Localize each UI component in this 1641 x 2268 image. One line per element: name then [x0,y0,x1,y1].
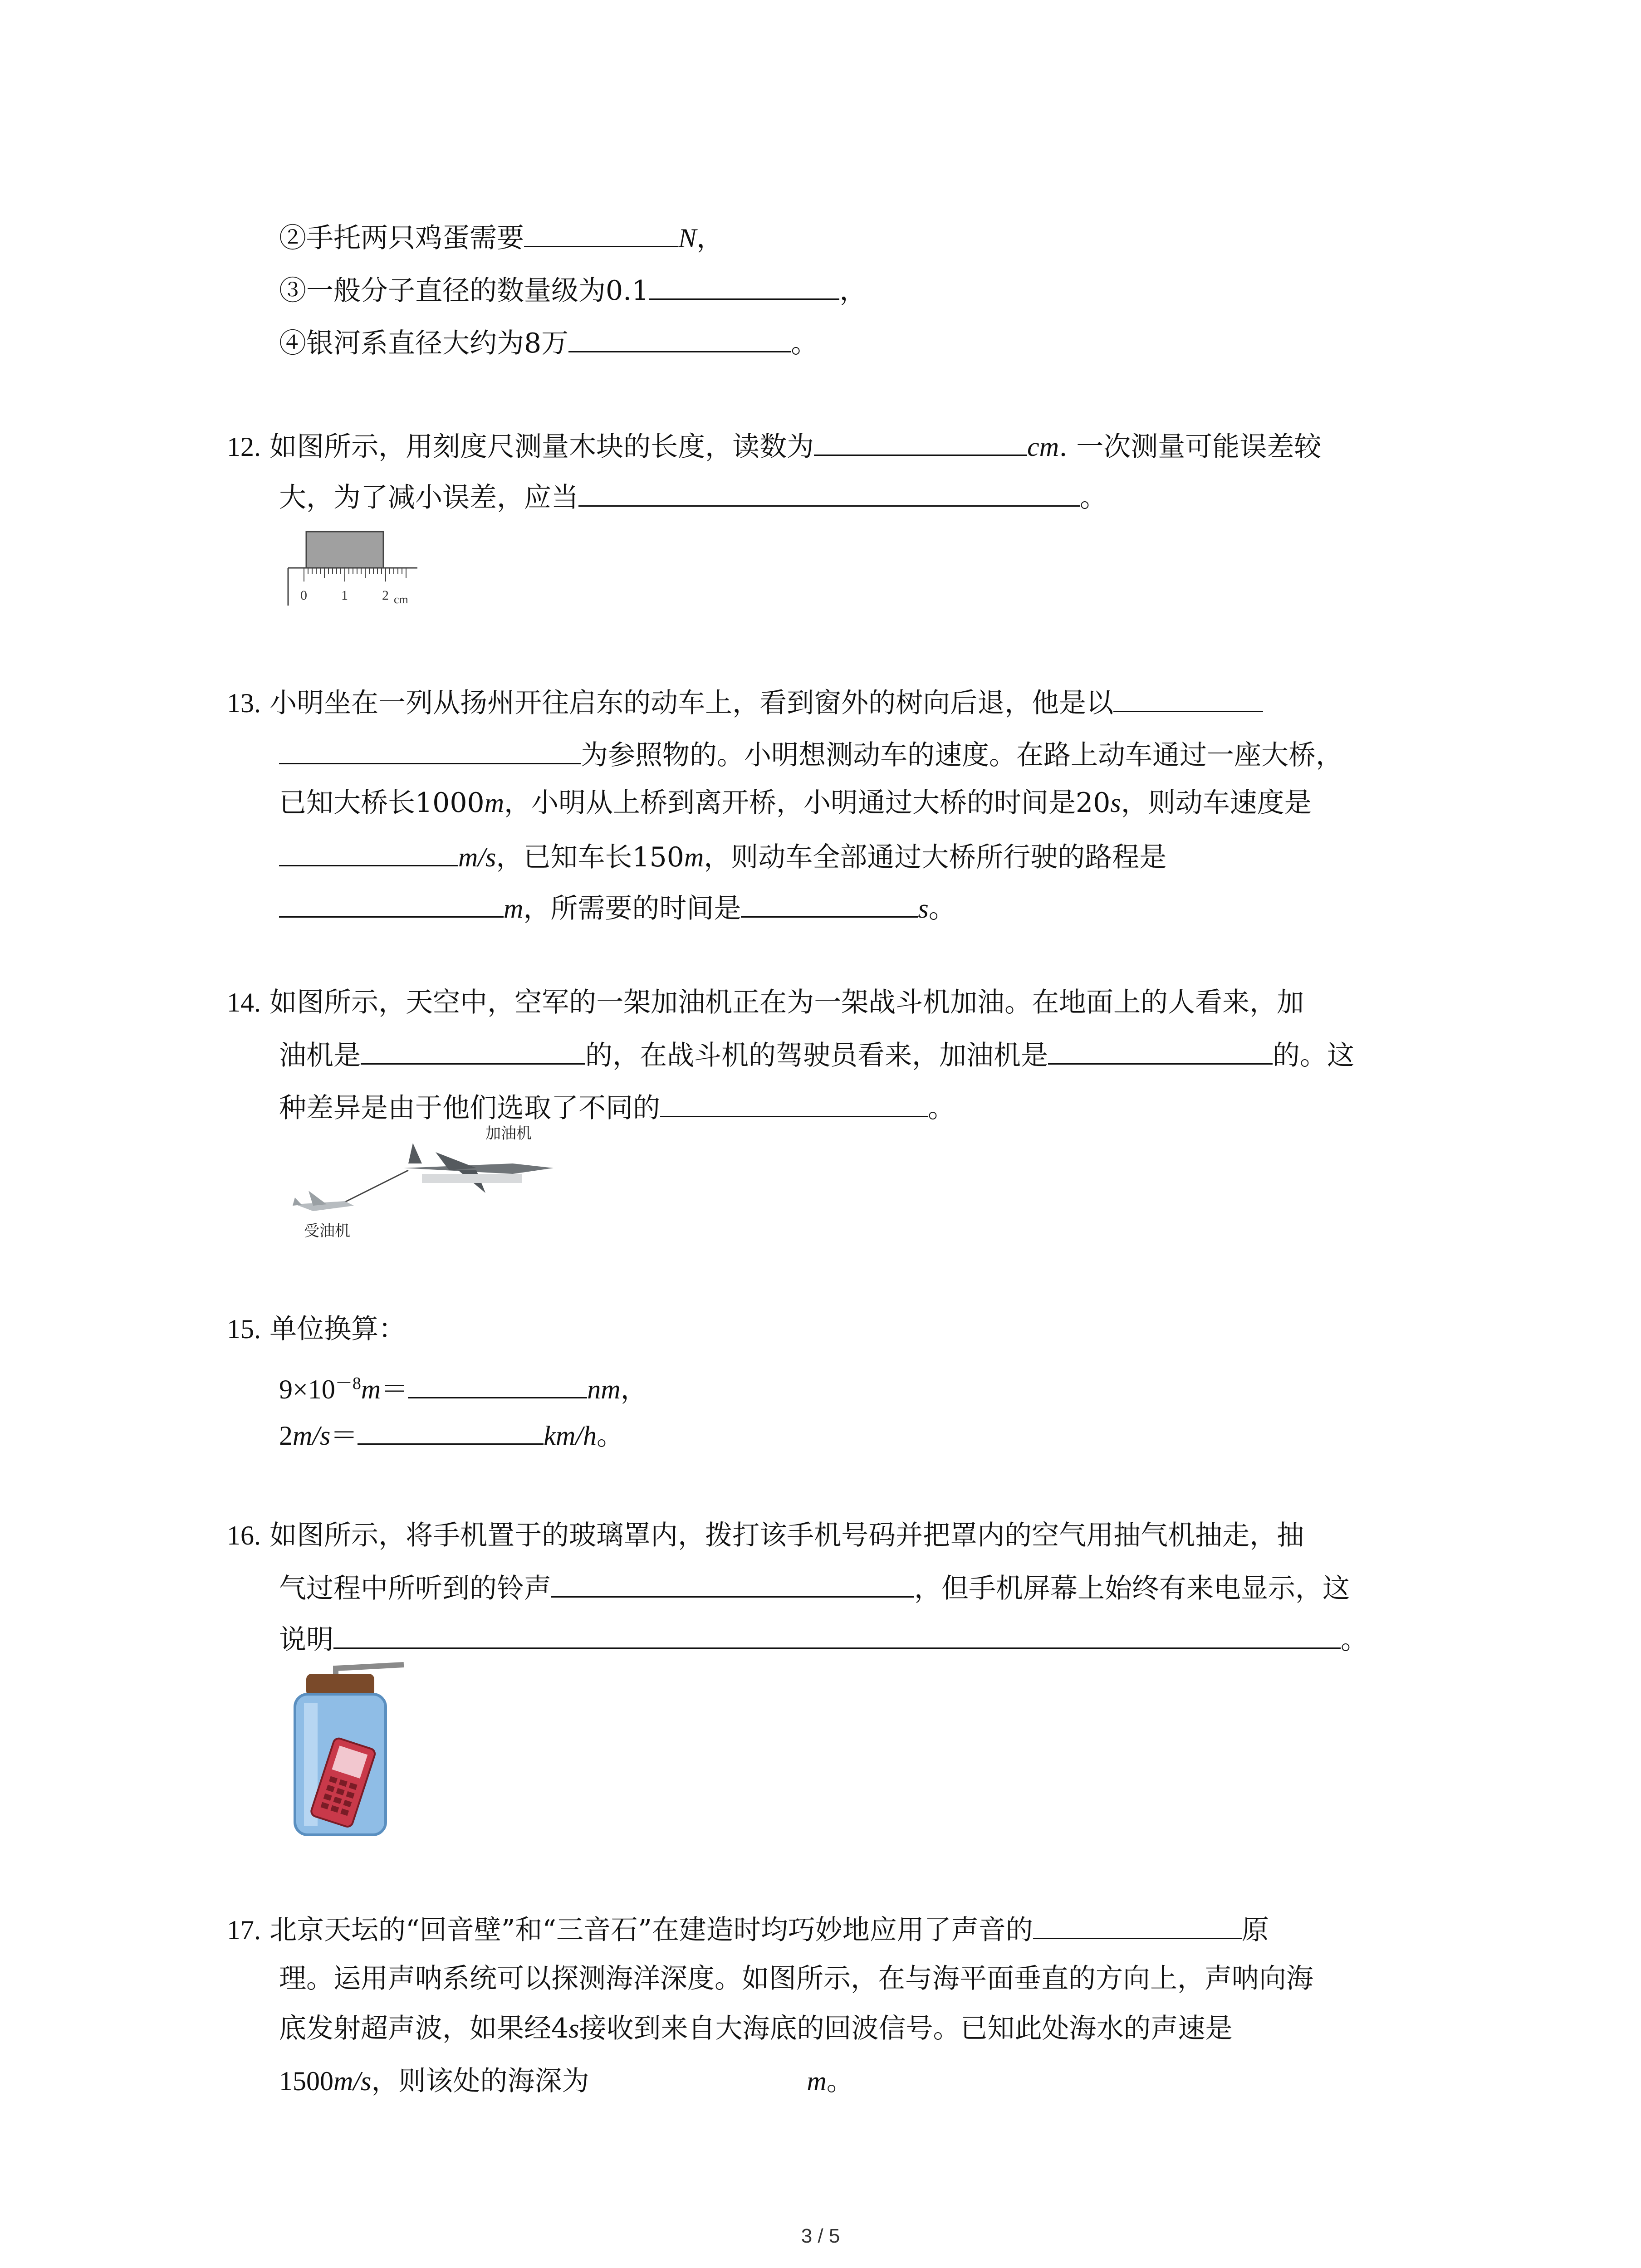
exponent: －8 [335,1374,361,1393]
q13-text: ，则动车全部通过大桥所行驶的路程是 [704,841,1167,873]
question-number: 17. [227,1915,261,1945]
q16-text: 如图所示，将手机置于的玻璃罩内，拨打该手机号码并把罩内的空气用抽气机抽走，抽 [269,1520,1304,1551]
label-tanker: 加油机 [485,1125,532,1142]
punct: 。 [1341,1624,1368,1656]
question-number: 14. [227,987,261,1017]
unit: m/s [293,1421,331,1451]
q11-line-2 [279,218,724,256]
q14-text: 的。这 [1273,1040,1354,1071]
q17-text: 接收到来自大海底的回波信号。已知此处海水的声速是 [579,2013,1233,2044]
page-number: 3 / 5 [801,2225,840,2247]
bell-jar-figure [281,1660,408,1842]
q16-text: ，但手机屏幕上始终有来电显示，这 [914,1573,1350,1604]
answer-blank[interactable] [524,218,678,247]
ruler-label-cm: cm [394,593,408,606]
punct: 。 [928,893,956,924]
punct: 。 [928,1092,955,1124]
answer-blank[interactable] [1033,1910,1242,1939]
unit: m/s [333,2066,372,2096]
q11-text: ③一般分子直径的数量级为0.1 [279,275,649,307]
q12-line-2 [279,477,1107,516]
punct: ， [696,222,724,254]
unit: m [684,842,704,872]
answer-blank[interactable] [279,888,504,918]
refuel-hose [345,1170,408,1202]
tanker-plane-icon [404,1143,554,1193]
answer-blank[interactable] [741,888,918,918]
q13-line-2 [279,735,1343,773]
unit: m [807,2066,827,2096]
unit: nm [587,1374,621,1404]
unit: s [1110,788,1121,818]
answer-blank[interactable] [279,837,458,866]
q14-text: 种差异是由于他们选取了不同的 [279,1092,660,1124]
q11-text: ②手托两只鸡蛋需要 [279,222,524,254]
q14-line-1 [227,984,1304,1021]
q13-text: 已知大桥长1000 [279,787,485,819]
question-number: 16. [227,1520,261,1550]
unit: cm [1027,432,1059,462]
q15-line-3 [279,1415,624,1454]
q17-text: 理。运用声呐系统可以探测海洋深度。如图所示，在与海平面垂直的方向上，声呐向海 [279,1963,1313,1994]
question-number: 13. [227,688,261,718]
q12-line-1 [227,426,1321,465]
q15-line-1 [227,1311,406,1347]
unit: km/h [544,1421,597,1451]
q15-line-2 [279,1365,648,1408]
answer-blank[interactable] [1113,683,1263,712]
q15-text: 9×10 [279,1374,335,1404]
q13-line-3 [279,785,1312,821]
q17-line-3 [279,2010,1233,2047]
q12-text: . 一次测量可能误差较 [1059,431,1322,463]
q16-text: 气过程中所听到的铃声 [279,1573,551,1604]
question-number: 15. [227,1314,261,1344]
q13-line-5 [279,888,956,927]
answer-blank[interactable] [814,426,1027,456]
ruler-label-1: 1 [341,588,348,603]
equals: ＝ [330,1420,358,1452]
q13-text: ，所需要的时间是 [523,893,741,924]
label-fighter: 受油机 [304,1222,350,1240]
q12-text: 大，为了减小误差，应当 [279,482,578,513]
q17-line-1 [227,1910,1269,1948]
q14-text: 如图所示，天空中，空军的一架加油机正在为一架战斗机加油。在地面上的人看来，加 [269,987,1304,1018]
q11-line-3 [279,270,867,309]
answer-blank[interactable] [578,477,1080,507]
answer-blank[interactable] [568,323,791,352]
answer-blank[interactable] [361,1035,585,1065]
unit: m [484,788,505,818]
q12-text: 如图所示，用刻度尺测量木块的长度，读数为 [269,431,814,463]
answer-blank[interactable] [649,270,839,300]
q13-text: 为参照物的。小明想测动车的速度。在路上动车通过一座大桥， [581,739,1343,771]
answer-blank[interactable] [333,1619,1341,1649]
q16-line-1 [227,1517,1304,1554]
ruler-label-2: 2 [382,588,389,603]
punct: 。 [597,1420,624,1452]
q11-line-4 [279,323,818,362]
ruler-figure [286,526,422,610]
punct: 。 [791,327,818,359]
q14-line-3 [279,1088,955,1126]
q13-text: ，小明从上桥到离开桥，小明通过大桥的时间是20 [504,787,1111,819]
punct: ， [620,1374,648,1405]
q17-text: 原 [1241,1914,1269,1946]
unit: s [918,894,929,924]
q17-text: 北京天坛的“回音壁”和“三音石”在建造时均巧妙地应用了声音的 [269,1914,1033,1946]
q13-text: 小明坐在一列从扬州开往启东的动车上，看到窗外的树向后退，他是以 [269,687,1114,719]
q17-line-4 [279,2063,854,2099]
refueling-figure [286,1125,567,1243]
answer-blank[interactable] [279,735,581,764]
unit: m [504,894,524,924]
unit: m [361,1374,381,1404]
punct: 。 [1080,482,1107,513]
answer-blank[interactable] [551,1568,914,1598]
q15-text: 2 [279,1421,293,1451]
q17-line-2 [279,1960,1313,1997]
q17-text: 底发射超声波，如果经4 [279,2013,569,2044]
answer-blank[interactable] [408,1369,587,1398]
q11-text: ④银河系直径大约为8万 [279,327,569,359]
q17-text: 1500 [279,2066,333,2096]
punct: 。 [826,2065,854,2097]
q14-text: 的，在战斗机的驾驶员看来，加油机是 [585,1040,1048,1071]
answer-blank[interactable] [1048,1035,1273,1065]
q16-line-3 [279,1619,1368,1658]
punct: ， [839,275,867,307]
answer-blank[interactable] [358,1415,544,1445]
q17-text: ，则该处的海深为 [371,2065,589,2097]
receiver-plane-icon [293,1191,354,1211]
q15-title: 单位换算： [269,1313,406,1345]
q16-line-2 [279,1568,1350,1607]
ruler-label-0: 0 [300,588,307,603]
q13-text: ，已知车长150 [496,841,684,873]
unit: s [568,2014,579,2043]
question-number: 12. [227,432,261,462]
q14-text: 油机是 [279,1040,361,1071]
unit: m/s [458,842,496,872]
wood-block [306,532,383,568]
q16-text: 说明 [279,1624,333,1656]
unit: N [678,223,697,253]
equals: ＝ [381,1374,408,1405]
q13-line-4 [279,837,1166,875]
q13-line-1 [227,683,1263,721]
answer-blank[interactable] [660,1088,928,1117]
q14-line-2 [279,1035,1354,1074]
q13-text: ，则动车速度是 [1121,787,1312,819]
